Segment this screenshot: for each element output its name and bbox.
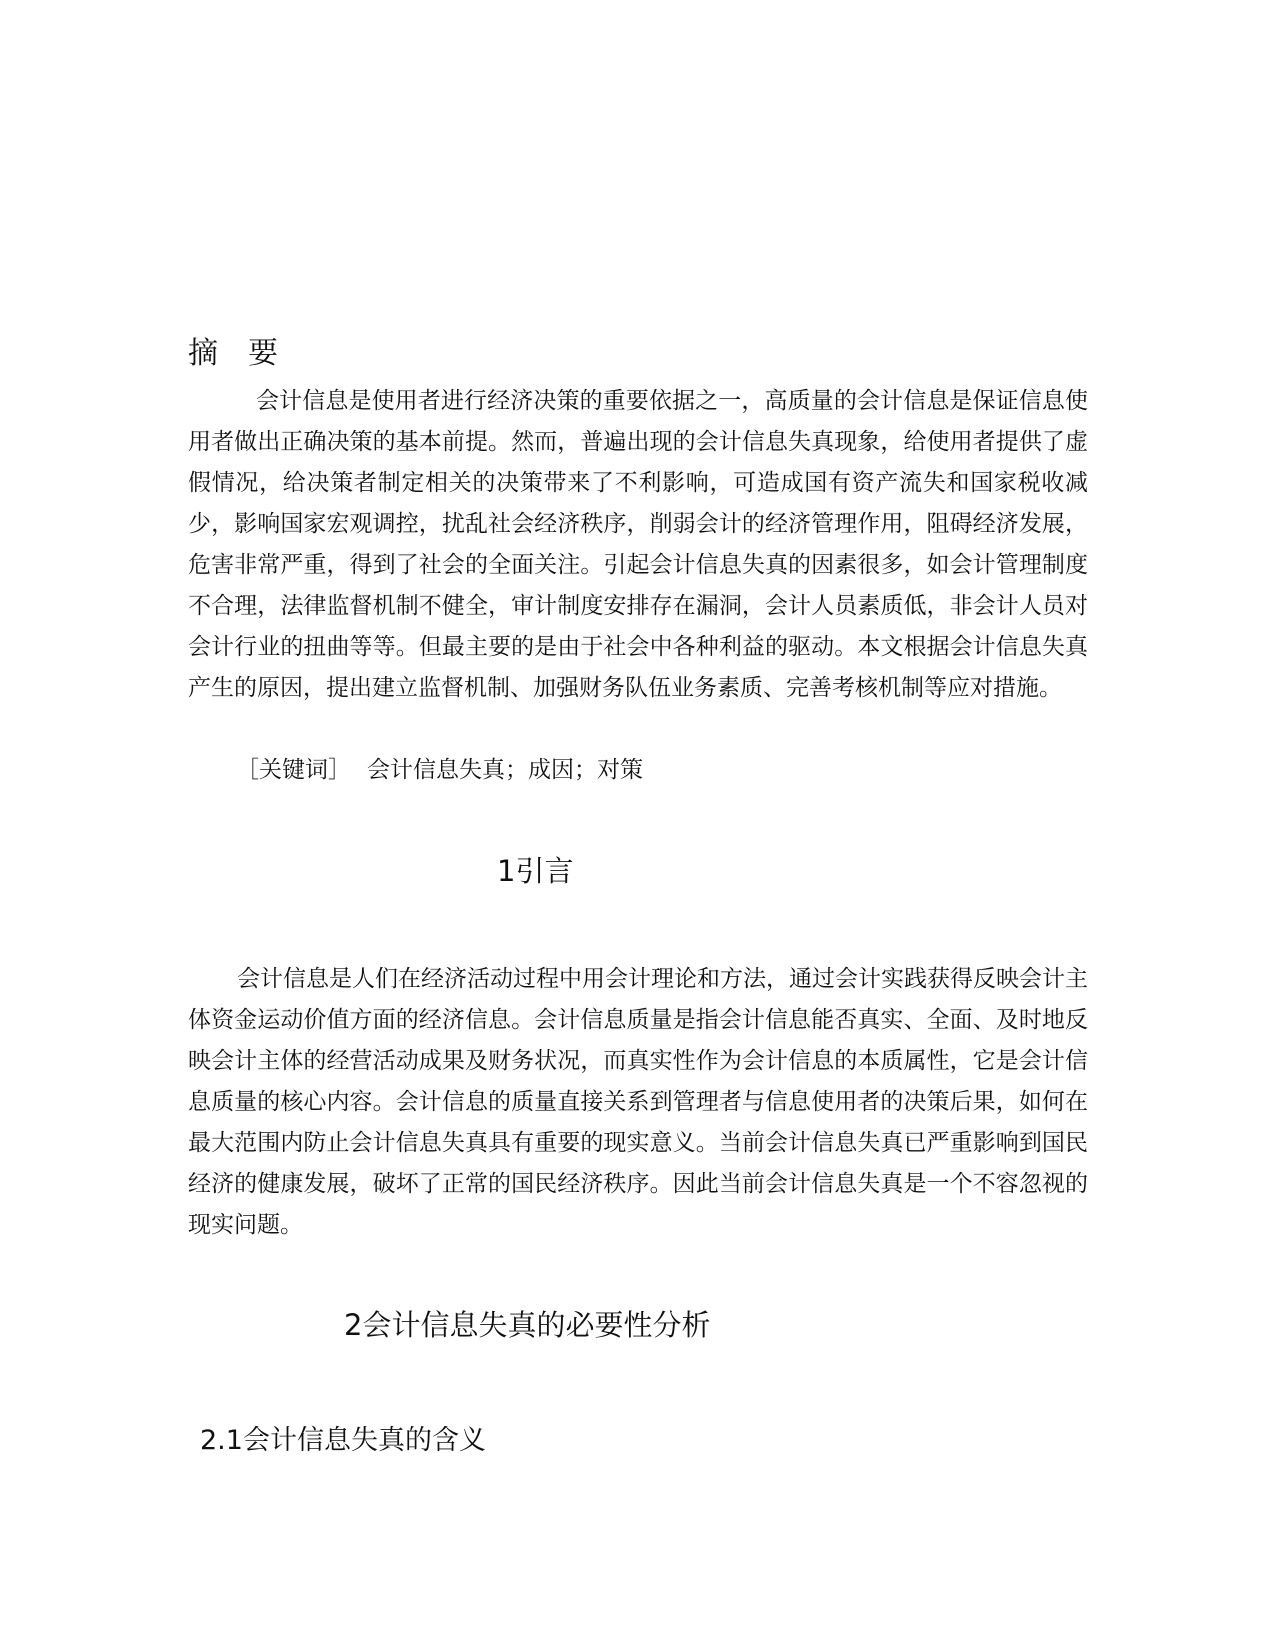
section-1-heading: 1引言 [497, 854, 574, 888]
abstract-heading: 摘要 [188, 336, 308, 371]
keywords-label: ［关键词］ [236, 757, 351, 783]
introduction-paragraph: 会计信息是人们在经济活动过程中用会计理论和方法，通过会计实践获得反映会计主体资金运动价值方面的经济信息。会计信息质量是指会计信息能否真实、全面、及时地反映会计主体的经营活动成果及财务状况，而真实性作为会计信息的本质属性，它是会计信息质量的核心内容。会计信息的质量直接关系到管理者与信息使用者的决策后果，如何在最大范围内防止会计信息失真具有重要的现实意义。当前会计信息失真已严重影响到国民经济的健康发展，破坏了正常的国民经济秩序。因此当前会计信息失真是一个不容忽视的现实问题。 [188, 966, 1088, 1238]
keywords-values: 会计信息失真；成因；对策 [367, 757, 643, 783]
keywords-line [236, 750, 643, 790]
abstract-paragraph: 会计信息是使用者进行经济决策的重要依据之一，高质量的会计信息是保证信息使用者做出正确决策的基本前提。然而，普遍出现的会计信息失真现象，给使用者提供了虚假情况，给决策者制定相关的决策带来了不利影响，可造成国有资产流失和国家税收减少，影响国家宏观调控，扰乱社会经济秩序，削弱会计的经济管理作用，阻碍经济发展，危害非常严重，得到了社会的全面关注。引起会计信息失真的因素很多，如会计管理制度不合理，法律监督机制不健全，审计制度安排存在漏洞，会计人员素质低，非会计人员对会计行业的扭曲等等。但最主要的是由于社会中各种利益的驱动。本文根据会计信息失真产生的原因，提出建立监督机制、加强财务队伍业务素质、完善考核机制等应对措施。 [188, 388, 1088, 701]
section-2-heading: 2会计信息失真的必要性分析 [344, 1308, 711, 1342]
subsection-2-1-heading: 2.1会计信息失真的含义 [200, 1425, 486, 1456]
